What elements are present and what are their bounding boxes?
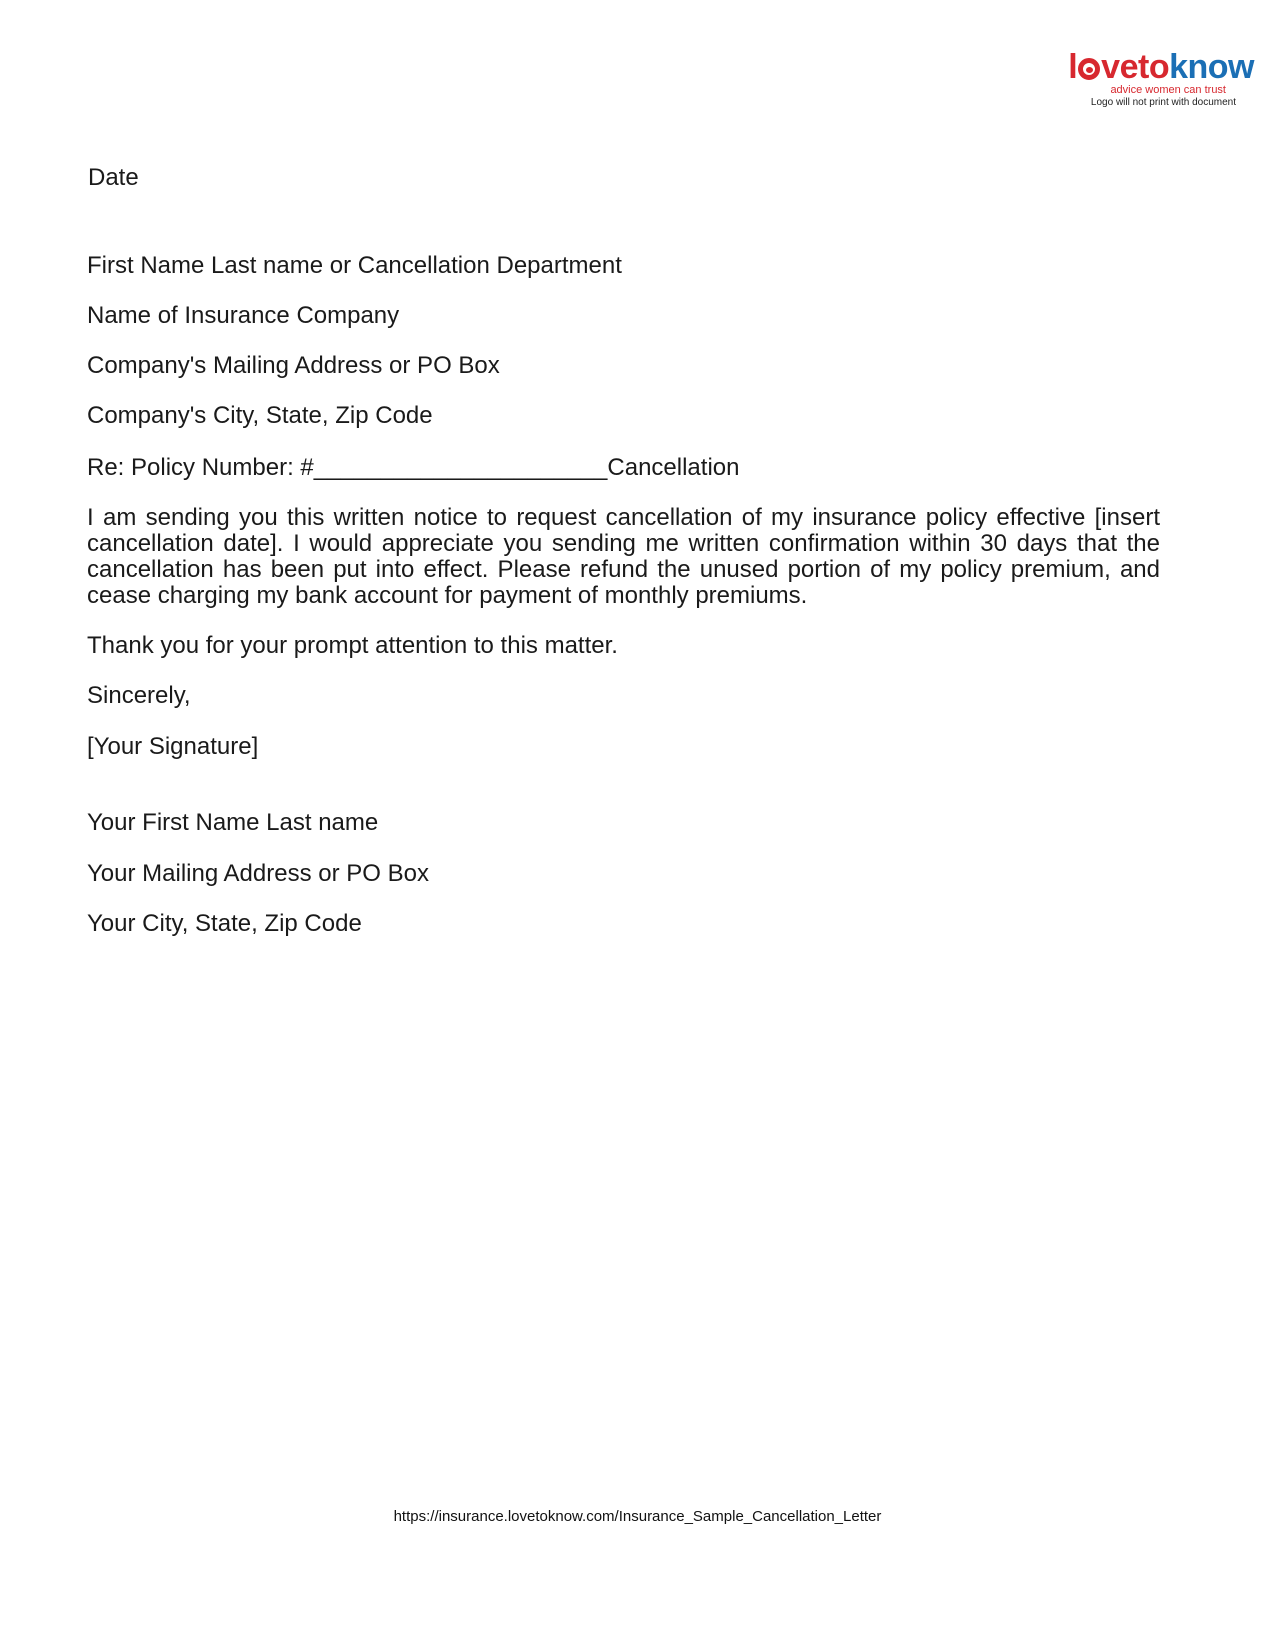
thank-you-line: Thank you for your prompt attention to this matter.	[87, 632, 618, 659]
closing-line: Sincerely,	[87, 682, 191, 709]
logo-tagline: advice women can trust	[1110, 84, 1226, 96]
company-address: Company's Mailing Address or PO Box	[87, 352, 500, 379]
policy-reference-line: Re: Policy Number: #______________________Cancellation	[87, 454, 740, 481]
logo-part-to: to	[1138, 48, 1170, 86]
signature-placeholder: [Your Signature]	[87, 733, 259, 760]
sender-address: Your Mailing Address or PO Box	[87, 860, 429, 887]
company-city: Company's City, State, Zip Code	[87, 402, 433, 429]
footer-url: https://insurance.lovetoknow.com/Insurance_Sample_Cancellation_Letter	[393, 1508, 882, 1525]
logo-part-ve: ve	[1101, 48, 1138, 86]
date-line: Date	[88, 164, 139, 191]
logo-part-know: know	[1169, 48, 1254, 86]
letter-body-paragraph: I am sending you this written notice to request cancellation of my insurance policy effective [insert cancellation date]. I would appreciate you sending me written confirmation within 30 days that the cancellation has been put into effect. Please refund the unused portion of my policy premium, and cease charging my bank account for payment of monthly premiums.	[87, 504, 1160, 609]
sender-name: Your First Name Last name	[87, 809, 379, 836]
logo-print-note: Logo will not print with document	[1090, 97, 1236, 108]
logo-part-l: l	[1068, 48, 1078, 86]
logo-wordmark	[1064, 50, 1254, 84]
heart-icon	[1078, 58, 1100, 80]
lovetoknow-logo	[1064, 50, 1254, 109]
sender-city: Your City, State, Zip Code	[87, 910, 362, 937]
recipient-name: First Name Last name or Cancellation Department	[87, 252, 622, 279]
company-name: Name of Insurance Company	[87, 302, 400, 329]
